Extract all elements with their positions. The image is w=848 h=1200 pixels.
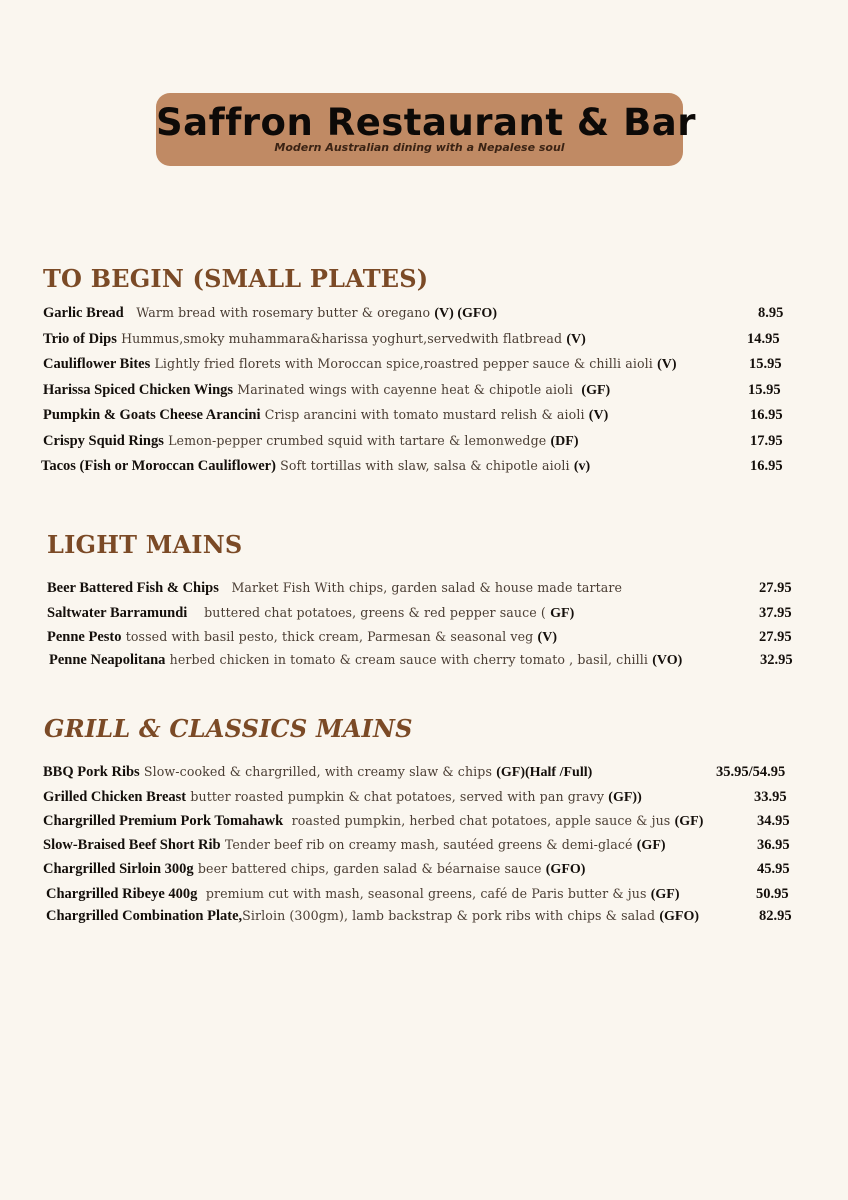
item-dietary-tags: (v) [573, 459, 591, 474]
item-price: 35.95/54.95 [716, 764, 786, 780]
item-name: Slow-Braised Beef Short Rib [43, 837, 221, 853]
item-description: buttered chat potatoes, greens & red pepper sauce ( [204, 605, 546, 620]
section-heading-light-mains: LIGHT MAINS [47, 530, 243, 559]
item-dietary-tags: (GFO) [659, 909, 700, 924]
menu-item [43, 763, 592, 782]
item-dietary-tags: (GF) [636, 838, 666, 853]
restaurant-name: Saffron Restaurant & Bar [156, 101, 696, 144]
item-price: 36.95 [757, 837, 790, 853]
item-price: 8.95 [758, 305, 784, 321]
item-description: Market Fish With chips, garden salad & house made tartare [231, 580, 623, 595]
item-name: Grilled Chicken Breast [43, 789, 187, 805]
item-price: 32.95 [760, 652, 793, 668]
item-price: 16.95 [750, 458, 783, 474]
item-name: Pumpkin & Goats Cheese Arancini [43, 407, 261, 423]
menu-item [47, 628, 557, 647]
item-price: 15.95 [749, 356, 782, 372]
item-price: 14.95 [747, 331, 780, 347]
item-name: Beer Battered Fish & Chips [47, 580, 219, 596]
item-dietary-tags: (GF) [650, 887, 680, 902]
item-description: premium cut with mash, seasonal greens, café de Paris butter & jus [205, 886, 647, 901]
item-description: butter roasted pumpkin & chat potatoes, served with pan gravy [190, 789, 605, 804]
menu-item [43, 381, 610, 400]
menu-item [43, 406, 608, 425]
item-price: 37.95 [759, 605, 792, 621]
item-description: Hummus,smoky muhammara&harissa yoghurt,servedwith flatbread [121, 331, 563, 346]
restaurant-header-banner [156, 93, 696, 166]
menu-item [49, 651, 682, 670]
item-name: Chargrilled Combination Plate, [46, 908, 243, 924]
item-price: 17.95 [750, 433, 783, 449]
item-name: Chargrilled Sirloin 300g [43, 861, 194, 877]
item-name: BBQ Pork Ribs [43, 764, 140, 780]
menu-item [43, 860, 585, 879]
restaurant-tagline: Modern Australian dining with a Nepalese soul [274, 141, 565, 154]
item-description: Lightly fried florets with Moroccan spice,roastred pepper sauce & chilli aioli [154, 356, 653, 371]
item-name: Penne Pesto [47, 629, 122, 645]
item-dietary-tags: GF) [550, 606, 575, 621]
item-name: Harissa Spiced Chicken Wings [43, 382, 234, 398]
item-price: 82.95 [759, 908, 792, 924]
item-description: Slow-cooked & chargrilled, with creamy slaw & chips [143, 764, 493, 779]
item-name: Cauliflower Bites [43, 356, 151, 372]
menu-item [47, 604, 574, 623]
item-description: Lemon-pepper crumbed squid with tartare & lemonwedge [168, 433, 547, 448]
item-dietary-tags: (GF)) [608, 790, 642, 805]
menu-item [47, 579, 622, 598]
item-name: Chargrilled Ribeye 400g [46, 886, 198, 902]
item-price: 33.95 [754, 789, 787, 805]
item-dietary-tags: (V) [566, 332, 586, 347]
menu-item [46, 885, 679, 904]
item-price: 45.95 [757, 861, 790, 877]
item-price: 16.95 [750, 407, 783, 423]
item-description: roasted pumpkin, herbed chat potatoes, apple sauce & jus [291, 813, 671, 828]
item-dietary-tags: (V) [657, 357, 677, 372]
item-dietary-tags: (GF)(Half /Full) [496, 765, 593, 780]
item-description: Marinated wings with cayenne heat & chipotle aioli [237, 382, 574, 397]
item-price: 27.95 [759, 629, 792, 645]
item-description: Soft tortillas with slaw, salsa & chipotle aioli [280, 458, 570, 473]
item-dietary-tags: (DF) [550, 434, 579, 449]
item-name: Chargrilled Premium Pork Tomahawk [43, 813, 284, 829]
item-dietary-tags: (GF) [674, 814, 704, 829]
menu-item [41, 457, 590, 476]
menu-item [43, 355, 677, 374]
section-heading-grill-classics: GRILL & CLASSICS MAINS [44, 714, 413, 743]
section-heading-to-begin: TO BEGIN (SMALL PLATES) [43, 264, 429, 293]
item-dietary-tags: (V) [537, 630, 557, 645]
item-dietary-tags: (V) [588, 408, 609, 423]
menu-item [43, 432, 579, 451]
item-name: Saltwater Barramundi [47, 605, 188, 621]
item-price: 34.95 [757, 813, 790, 829]
item-description: beer battered chips, garden salad & béarnaise sauce [197, 861, 542, 876]
menu-item [43, 788, 642, 807]
item-price: 27.95 [759, 580, 792, 596]
menu-item [43, 836, 666, 855]
item-name: Trio of Dips [43, 331, 117, 347]
menu-item [46, 907, 699, 926]
item-dietary-tags: (VO) [652, 653, 683, 668]
item-name: Crispy Squid Rings [43, 433, 164, 449]
item-description: Crisp arancini with tomato mustard relish & aioli [264, 407, 585, 422]
item-dietary-tags: (GFO) [545, 862, 586, 877]
item-dietary-tags: (GF) [581, 383, 611, 398]
item-name: Tacos (Fish or Moroccan Cauliflower) [41, 458, 276, 474]
item-description: tossed with basil pesto, thick cream, Parmesan & seasonal veg [125, 629, 534, 644]
item-description: herbed chicken in tomato & cream sauce with cherry tomato , basil, chilli [169, 652, 649, 667]
item-name: Penne Neapolitana [49, 652, 166, 668]
menu-item [43, 330, 586, 349]
item-dietary-tags: (V) (GFO) [434, 306, 497, 321]
item-description: Sirloin (300gm), lamb backstrap & pork ribs with chips & salad [242, 908, 656, 923]
item-price: 15.95 [748, 382, 781, 398]
item-description: Tender beef rib on creamy mash, sautéed greens & demi-glacé [224, 837, 633, 852]
item-name: Garlic Bread [43, 305, 124, 321]
item-description: Warm bread with rosemary butter & oregano [136, 305, 431, 320]
menu-item [43, 812, 703, 831]
item-price: 50.95 [756, 886, 789, 902]
menu-item [43, 304, 497, 323]
